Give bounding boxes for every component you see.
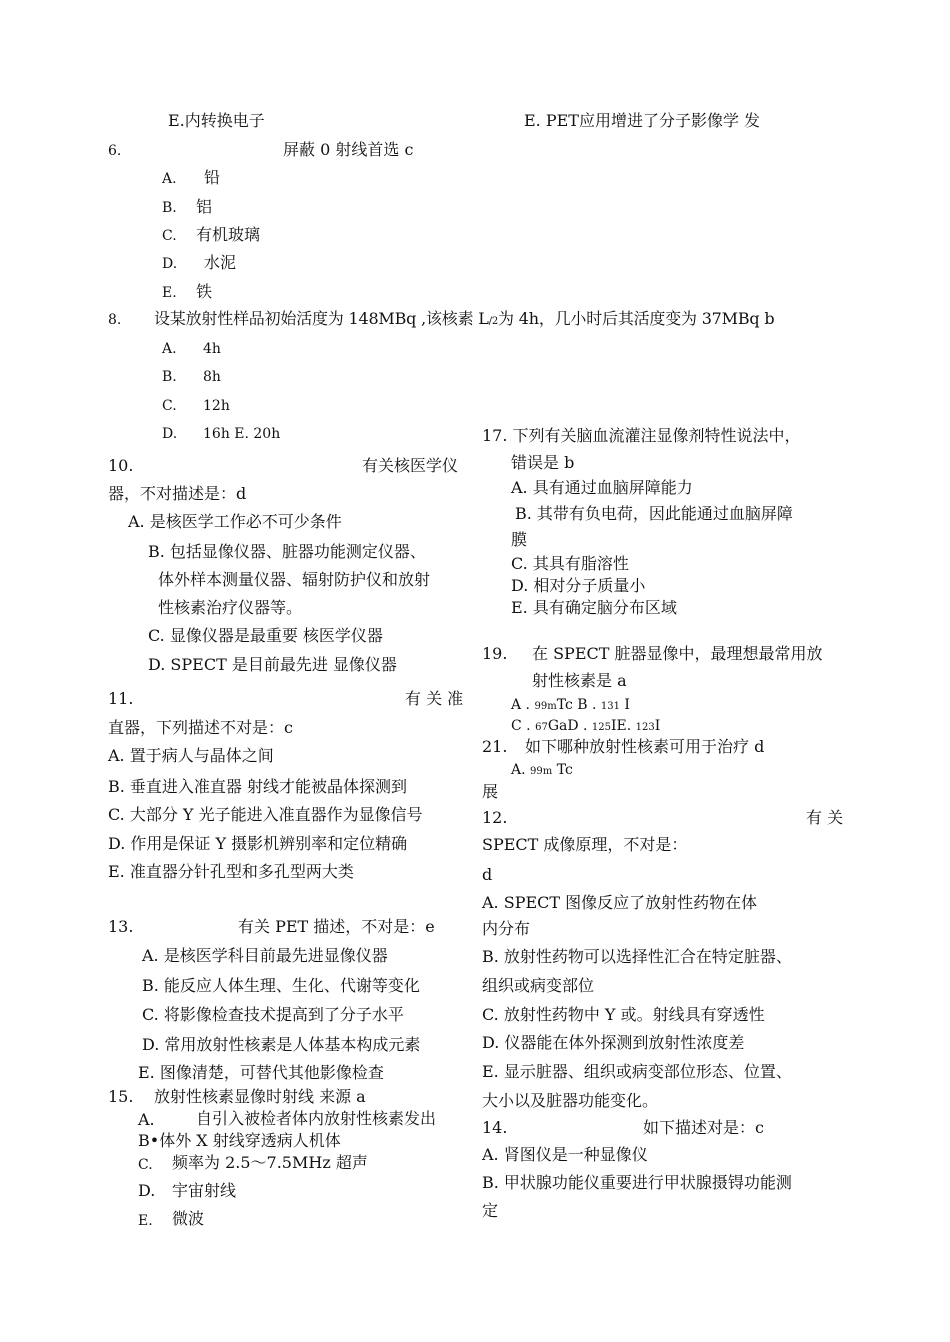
q12-option-a: A. SPECT 图像反应了放射性药物在体 (482, 893, 758, 912)
q13-option-e: E. 图像清楚，可替代其他影像检查 (138, 1063, 384, 1082)
q21-continuation: 展 (482, 782, 499, 801)
q15-option-b: B•体外 X 射线穿透病人机体 (138, 1131, 341, 1150)
q15-number: 15. (108, 1087, 134, 1106)
q12-option-b: B. 放射性药物可以选择性汇合在特定脏器、 (482, 947, 792, 966)
q17-stem-line1: 17. 下列有关脑血流灌注显像剂特性说法中， (482, 426, 801, 445)
q19-options-ab: A . 99mTc B . 131 I (511, 697, 630, 713)
q12-option-d: D. 仪器能在体外探测到放射性浓度差 (482, 1033, 745, 1052)
q12-answer: d (482, 865, 493, 884)
q8-stem: 设某放射性样品初始活度为 148MBq ,该核素 L/2为 4h，几小时后其活度变为 37MBq b (154, 309, 775, 328)
q10-option-b-line3: 性核素治疗仪器等。 (158, 598, 303, 617)
q6-option-e-label: E. (162, 285, 177, 301)
q19-options-cd: C . 67GaD . 125IE. 123I (511, 718, 661, 734)
q21-stem: 如下哪种放射性核素可用于治疗 d (525, 737, 765, 756)
q17-option-b-cont: 膜 (511, 530, 528, 549)
q12-option-b-cont: 组织或病变部位 (482, 976, 595, 995)
q11-title-cont: 直器，下列描述不对是：c (108, 718, 293, 737)
q8-option-c-label: C. (162, 398, 177, 414)
q10-option-b-line2: 体外样本测量仪器、辐射防护仪和放射 (158, 570, 431, 589)
q6-option-a-text: 铅 (204, 168, 221, 187)
q17-option-c: C. 其具有脂溶性 (511, 554, 629, 573)
q19-stem-line1: 在 SPECT 脏器显像中，最理想最常用放 (532, 644, 823, 663)
q10-option-c: C. 显像仪器是最重要 核医学仪器 (148, 626, 383, 645)
q14-number: 14. (482, 1118, 508, 1137)
q8-option-b-label: B. (162, 369, 177, 385)
q12-number: 12. (482, 808, 508, 827)
q13-option-b: B. 能反应人体生理、生化、代谢等变化 (142, 976, 420, 995)
q15-option-c-label: C. (138, 1157, 153, 1173)
q6-option-c-text: 有机玻璃 (196, 225, 261, 244)
q15-option-d-text: 宇宙射线 (172, 1181, 237, 1200)
q12-option-a-cont: 内分布 (482, 919, 531, 938)
q14-stem: 如下描述对是：c (643, 1118, 764, 1137)
q15-stem: 放射性核素显像时射线 来源 a (154, 1087, 366, 1106)
q10-option-b-line1: B. 包括显像仪器、脏器功能测定仪器、 (148, 542, 426, 561)
q8-option-b-text: 8h (203, 369, 221, 385)
q13-number: 13. (108, 917, 134, 936)
q6-option-d-label: D. (162, 256, 178, 272)
q8-option-a-text: 4h (203, 341, 221, 357)
q21-option-a: A. 99m Tc (511, 762, 573, 778)
q13-option-c: C. 将影像检查技术提高到了分子水平 (142, 1005, 404, 1024)
q6-option-c-label: C. (162, 228, 177, 244)
q14-option-a: A. 肾图仪是一种显像仪 (482, 1145, 648, 1164)
q5-option-e: E.内转换电子 (168, 111, 265, 130)
q10-number: 10. (108, 456, 134, 475)
q6-option-b-text: 铝 (196, 197, 213, 216)
q11-option-b: B. 垂直进入准直器 射线才能被晶体探测到 (108, 777, 408, 796)
q15-option-c-text: 频率为 2.5〜7.5MHz 超声 (172, 1153, 368, 1172)
q21-number: 21. (482, 737, 508, 756)
q19-stem-line2: 射性核素是 a (532, 671, 627, 690)
q19-number: 19. (482, 644, 508, 663)
q13-option-a: A. 是核医学科目前最先进显像仪器 (142, 946, 388, 965)
q15-option-e-label: E. (138, 1213, 153, 1229)
q15-option-a-text: 自引入被检者体内放射性核素发出 (196, 1109, 437, 1128)
q6-option-e-text: 铁 (196, 282, 213, 301)
q13-option-d: D. 常用放射性核素是人体基本构成元素 (142, 1035, 421, 1054)
q8-number: 8. (108, 312, 122, 328)
q12-option-e-cont: 大小以及脏器功能变化。 (482, 1091, 659, 1110)
q8-option-a-label: A. (162, 341, 177, 357)
q15-option-a-label: A. (138, 1110, 155, 1129)
q17-option-d: D. 相对分子质量小 (511, 576, 646, 595)
q12-title: 有 关 (806, 808, 844, 827)
q10-option-d: D. SPECT 是目前最先进 显像仪器 (148, 655, 397, 674)
q10-option-a: A. 是核医学工作必不可少条件 (128, 512, 342, 531)
q14-option-b-cont: 定 (482, 1201, 499, 1220)
q11-option-d: D. 作用是保证 Y 摄影机辨别率和定位精确 (108, 834, 408, 853)
q11-number: 11. (108, 689, 134, 708)
q14-option-b: B. 甲状腺功能仪重要进行甲状腺摄锝功能测 (482, 1173, 792, 1192)
q11-option-a: A. 置于病人与晶体之间 (108, 746, 274, 765)
q6-option-b-label: B. (162, 200, 177, 216)
q15-option-d-label: D. (138, 1181, 156, 1200)
q6-option-d-text: 水泥 (204, 253, 237, 272)
q17-option-e: E. 具有确定脑分布区域 (511, 598, 677, 617)
q11-option-e: E. 准直器分针孔型和多孔型两大类 (108, 862, 354, 881)
q11-title: 有 关 准 (405, 689, 464, 708)
q10-title-cont: 器，不对描述是：d (108, 484, 247, 503)
q6-option-a-label: A. (162, 171, 177, 187)
q17-option-a: A. 具有通过血脑屏障能力 (511, 478, 693, 497)
q6-number: 6. (108, 143, 122, 159)
q12-option-e: E. 显示脏器、组织或病变部位形态、位置、 (482, 1062, 792, 1081)
q11-option-c: C. 大部分 Y 光子能进入准直器作为显像信号 (108, 805, 423, 824)
q4-option-e: E. PET应用增进了分子影像学 发 (524, 111, 761, 130)
q12-option-c: C. 放射性药物中 Y 或。射线具有穿透性 (482, 1005, 765, 1024)
q17-option-b: B. 其带有负电荷，因此能通过血脑屏障 (515, 504, 793, 523)
q17-stem-line2: 错误是 b (511, 453, 575, 472)
q12-title-cont: SPECT 成像原理，不对是： (482, 835, 688, 854)
q13-stem: 有关 PET 描述，不对是：e (238, 917, 435, 936)
q8-option-d-text: 16h E. 20h (203, 426, 281, 442)
q10-title: 有关核医学仪 (362, 456, 459, 475)
q15-option-e-text: 微波 (172, 1209, 205, 1228)
q6-stem: 屏蔽 0 射线首选 c (283, 140, 414, 159)
q8-option-c-text: 12h (203, 398, 230, 414)
q8-option-d-label: D. (162, 426, 178, 442)
